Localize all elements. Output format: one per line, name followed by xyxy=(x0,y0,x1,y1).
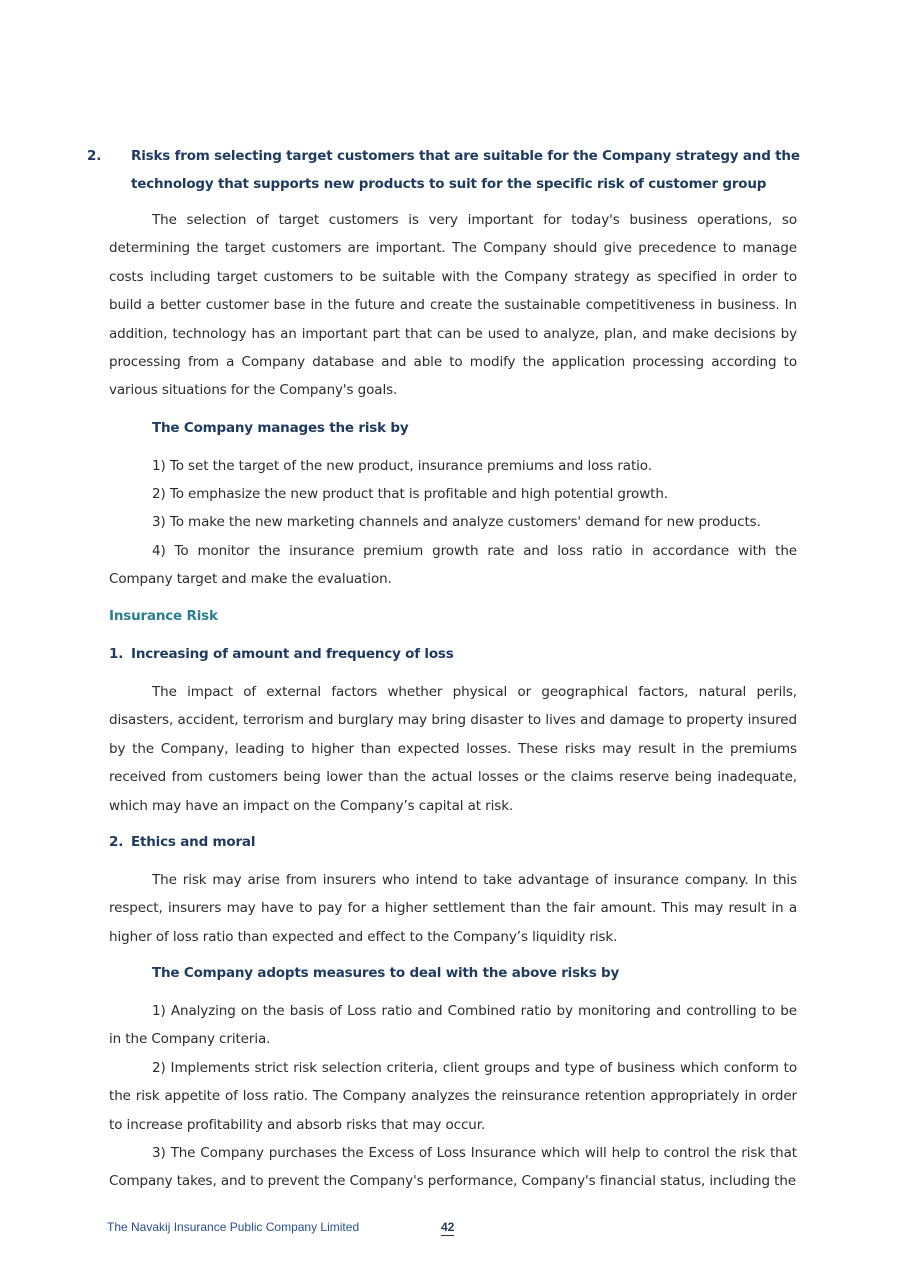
manages-risk-heading: The Company manages the risk by xyxy=(152,420,409,436)
section-2-heading xyxy=(87,142,819,198)
ethics-paragraph: The risk may arise from insurers who intend to take advantage of insurance company. In this respect, insurers may have to pay for a higher settlement than the fair amount. This may result in a higher of loss ratio than expected and effect to the Company’s liquidity risk. xyxy=(109,872,797,945)
heading-2-number: 2. xyxy=(109,834,124,850)
measure-item-3: 3) The Company purchases the Excess of Loss Insurance which will help to control the risk that Company takes, and to prevent the Company's performance, Company's financial status, including the xyxy=(109,1145,797,1190)
heading-1-title: Increasing of amount and frequency of loss xyxy=(131,646,454,662)
loss-paragraph: The impact of external factors whether physical or geographical factors, natural perils, disasters, accident, terrorism and burglary may bring disaster to lives and damage to property insured by the Company, leading to higher than expected losses. These risks may result in the premiums received from customers being lower than the actual losses or the claims reserve being inadequate, which may have an impact on the Company’s capital at risk. xyxy=(109,684,797,814)
manage-item-2: 2) To emphasize the new product that is profitable and high potential growth. xyxy=(152,486,668,502)
manage-item-1: 1) To set the target of the new product, insurance premiums and loss ratio. xyxy=(152,458,652,474)
page-number: 42 xyxy=(441,1220,455,1234)
measure-item-1: 1) Analyzing on the basis of Loss ratio and Combined ratio by monitoring and controlling to be in the Company criteria. xyxy=(109,1003,797,1048)
measure-item-2: 2) Implements strict risk selection criteria, client groups and type of business which conform to the risk appetite of loss ratio. The Company analyzes the reinsurance retention appropriately in order to increase profitability and absorb risks that may occur. xyxy=(109,1060,797,1133)
heading-2-title: Ethics and moral xyxy=(131,834,256,850)
measures-heading: The Company adopts measures to deal with the above risks by xyxy=(152,965,620,981)
section-2-title: Risks from selecting target customers that are suitable for the Company strategy and the technology that supports new products to suit for the specific risk of customer group xyxy=(131,148,800,192)
section-2-paragraph: The selection of target customers is very important for today's business operations, so determining the target customers are important. The Company should give precedence to manage costs including target customers to be suitable with the Company strategy as specified in order to build a better customer base in the future and create the sustainable competitiveness in business. In addition, technology has an important part that can be used to analyze, plan, and make decisions by processing from a Company database and able to modify the application processing according to various situations for the Company's goals. xyxy=(109,212,797,399)
section-2-number: 2. xyxy=(87,148,102,164)
footer-company-name: The Navakij Insurance Public Company Limited xyxy=(107,1220,360,1234)
manage-item-4: 4) To monitor the insurance premium growth rate and loss ratio in accordance with the Company target and make the evaluation. xyxy=(109,543,797,588)
insurance-risk-heading-1 xyxy=(109,640,797,668)
insurance-risk-heading-2 xyxy=(109,828,797,856)
manage-item-3: 3) To make the new marketing channels and analyze customers' demand for new products. xyxy=(152,514,761,530)
insurance-risk-title: Insurance Risk xyxy=(109,608,218,624)
heading-1-number: 1. xyxy=(109,646,124,662)
